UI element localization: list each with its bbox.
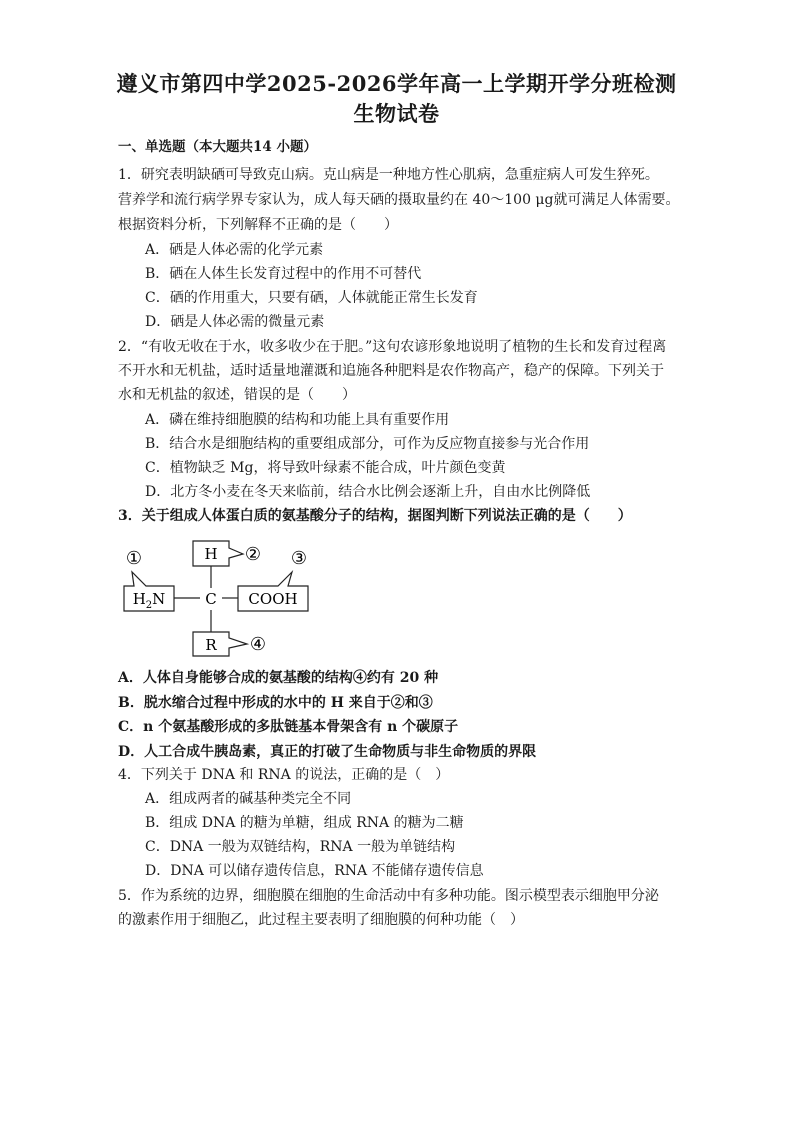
- q1-stem-line2: 营养学和流行病学界专家认为，成人每天硒的摄取量约在 40～100 μg就可满足人体需要。: [118, 192, 680, 208]
- q1-option-d: D．硒是人体必需的微量元素: [145, 314, 325, 330]
- q3-option-a: A．人体自身能够合成的氨基酸的结构④约有 20 种: [118, 670, 439, 686]
- q2-option-b: B．结合水是细胞结构的重要组成部分，可作为反应物直接参与光合作用: [145, 436, 590, 452]
- marker-3: ③: [290, 548, 308, 569]
- q2-stem-line1: 2．“有收无收在于水，收多收少在于肥。”这句农谚形象地说明了植物的生长和发育过程离: [118, 339, 667, 355]
- amino-subscript: 2: [145, 600, 153, 611]
- exam-title-line2: 生物试卷: [353, 101, 440, 126]
- carboxyl-group: COOH: [248, 590, 298, 608]
- q4-option-b: B．组成 DNA 的糖为单糖，组成 RNA 的糖为二糖: [145, 815, 464, 831]
- hydrogen-box: [193, 541, 243, 566]
- amino-h: H: [132, 590, 146, 608]
- marker-2: ②: [244, 544, 262, 565]
- q2-option-d: D．北方冬小麦在冬天来临前，结合水比例会逐渐上升，自由水比例降低: [145, 484, 591, 500]
- r-group-box: [193, 632, 247, 656]
- marker-1: ①: [125, 548, 143, 569]
- q3-option-b: B．脱水缩合过程中形成的水中的 H 来自于②和③: [118, 695, 433, 711]
- hydrogen-atom: H: [204, 545, 218, 563]
- q1-stem-line1: 1．研究表明缺硒可导致克山病。克山病是一种地方性心肌病，急重症病人可发生猝死。: [118, 167, 659, 183]
- q1-option-b: B．硒在人体生长发育过程中的作用不可替代: [145, 266, 422, 282]
- section-heading: 一、单选题（本大题共14 小题）: [118, 139, 317, 155]
- q2-stem-line2: 不开水和无机盐，适时适量地灌溉和追施各种肥料是农作物高产，稳产的保障。下列关于: [118, 363, 664, 379]
- q4-option-c: C．DNA 一般为双链结构，RNA 一般为单链结构: [145, 839, 456, 855]
- q5-stem-line1: 5．作为系统的边界，细胞膜在细胞的生命活动中有多种功能。图示模型表示细胞甲分泌: [118, 888, 659, 904]
- q1-option-c: C．硒的作用重大，只要有硒，人体就能正常生长发育: [145, 290, 478, 306]
- marker-4: ④: [249, 634, 267, 655]
- q3-stem: 3．关于组成人体蛋白质的氨基酸分子的结构，据图判断下列说法正确的是（ ）: [118, 508, 632, 524]
- q5-stem-line2: 的激素作用于细胞乙，此过程主要表明了细胞膜的何种功能（ ）: [118, 912, 524, 928]
- exam-title-line1: 遵义市第四中学2025-2026学年高一上学期开学分班检测: [116, 71, 677, 96]
- central-carbon: C: [205, 590, 217, 608]
- q3-option-d: D．人工合成牛胰岛素，真正的打破了生命物质与非生命物质的界限: [118, 744, 537, 760]
- q4-option-a: A．组成两者的碱基种类完全不同: [145, 791, 352, 807]
- amino-group: [133, 590, 166, 611]
- r-group: R: [205, 636, 217, 654]
- amino-acid-structure-diagram: [110, 530, 330, 665]
- q2-stem-line3: 水和无机盐的叙述，错误的是（ ）: [118, 387, 356, 403]
- q3-option-c: C．n 个氨基酸形成的多肽链基本骨架含有 n 个碳原子: [118, 719, 459, 735]
- q2-option-a: A．磷在维持细胞膜的结构和功能上具有重要作用: [145, 412, 450, 428]
- q1-stem-line3: 根据资料分析，下列解释不正确的是（ ）: [118, 217, 398, 233]
- amino-n: N: [152, 590, 166, 608]
- q4-stem: 4．下列关于 DNA 和 RNA 的说法，正确的是（ ）: [118, 767, 450, 783]
- q1-option-a: A．硒是人体必需的化学元素: [145, 242, 324, 258]
- q2-option-c: C．植物缺乏 Mg，将导致叶绿素不能合成，叶片颜色变黄: [145, 460, 506, 476]
- q4-option-d: D．DNA 可以储存遗传信息，RNA 不能储存遗传信息: [145, 863, 484, 879]
